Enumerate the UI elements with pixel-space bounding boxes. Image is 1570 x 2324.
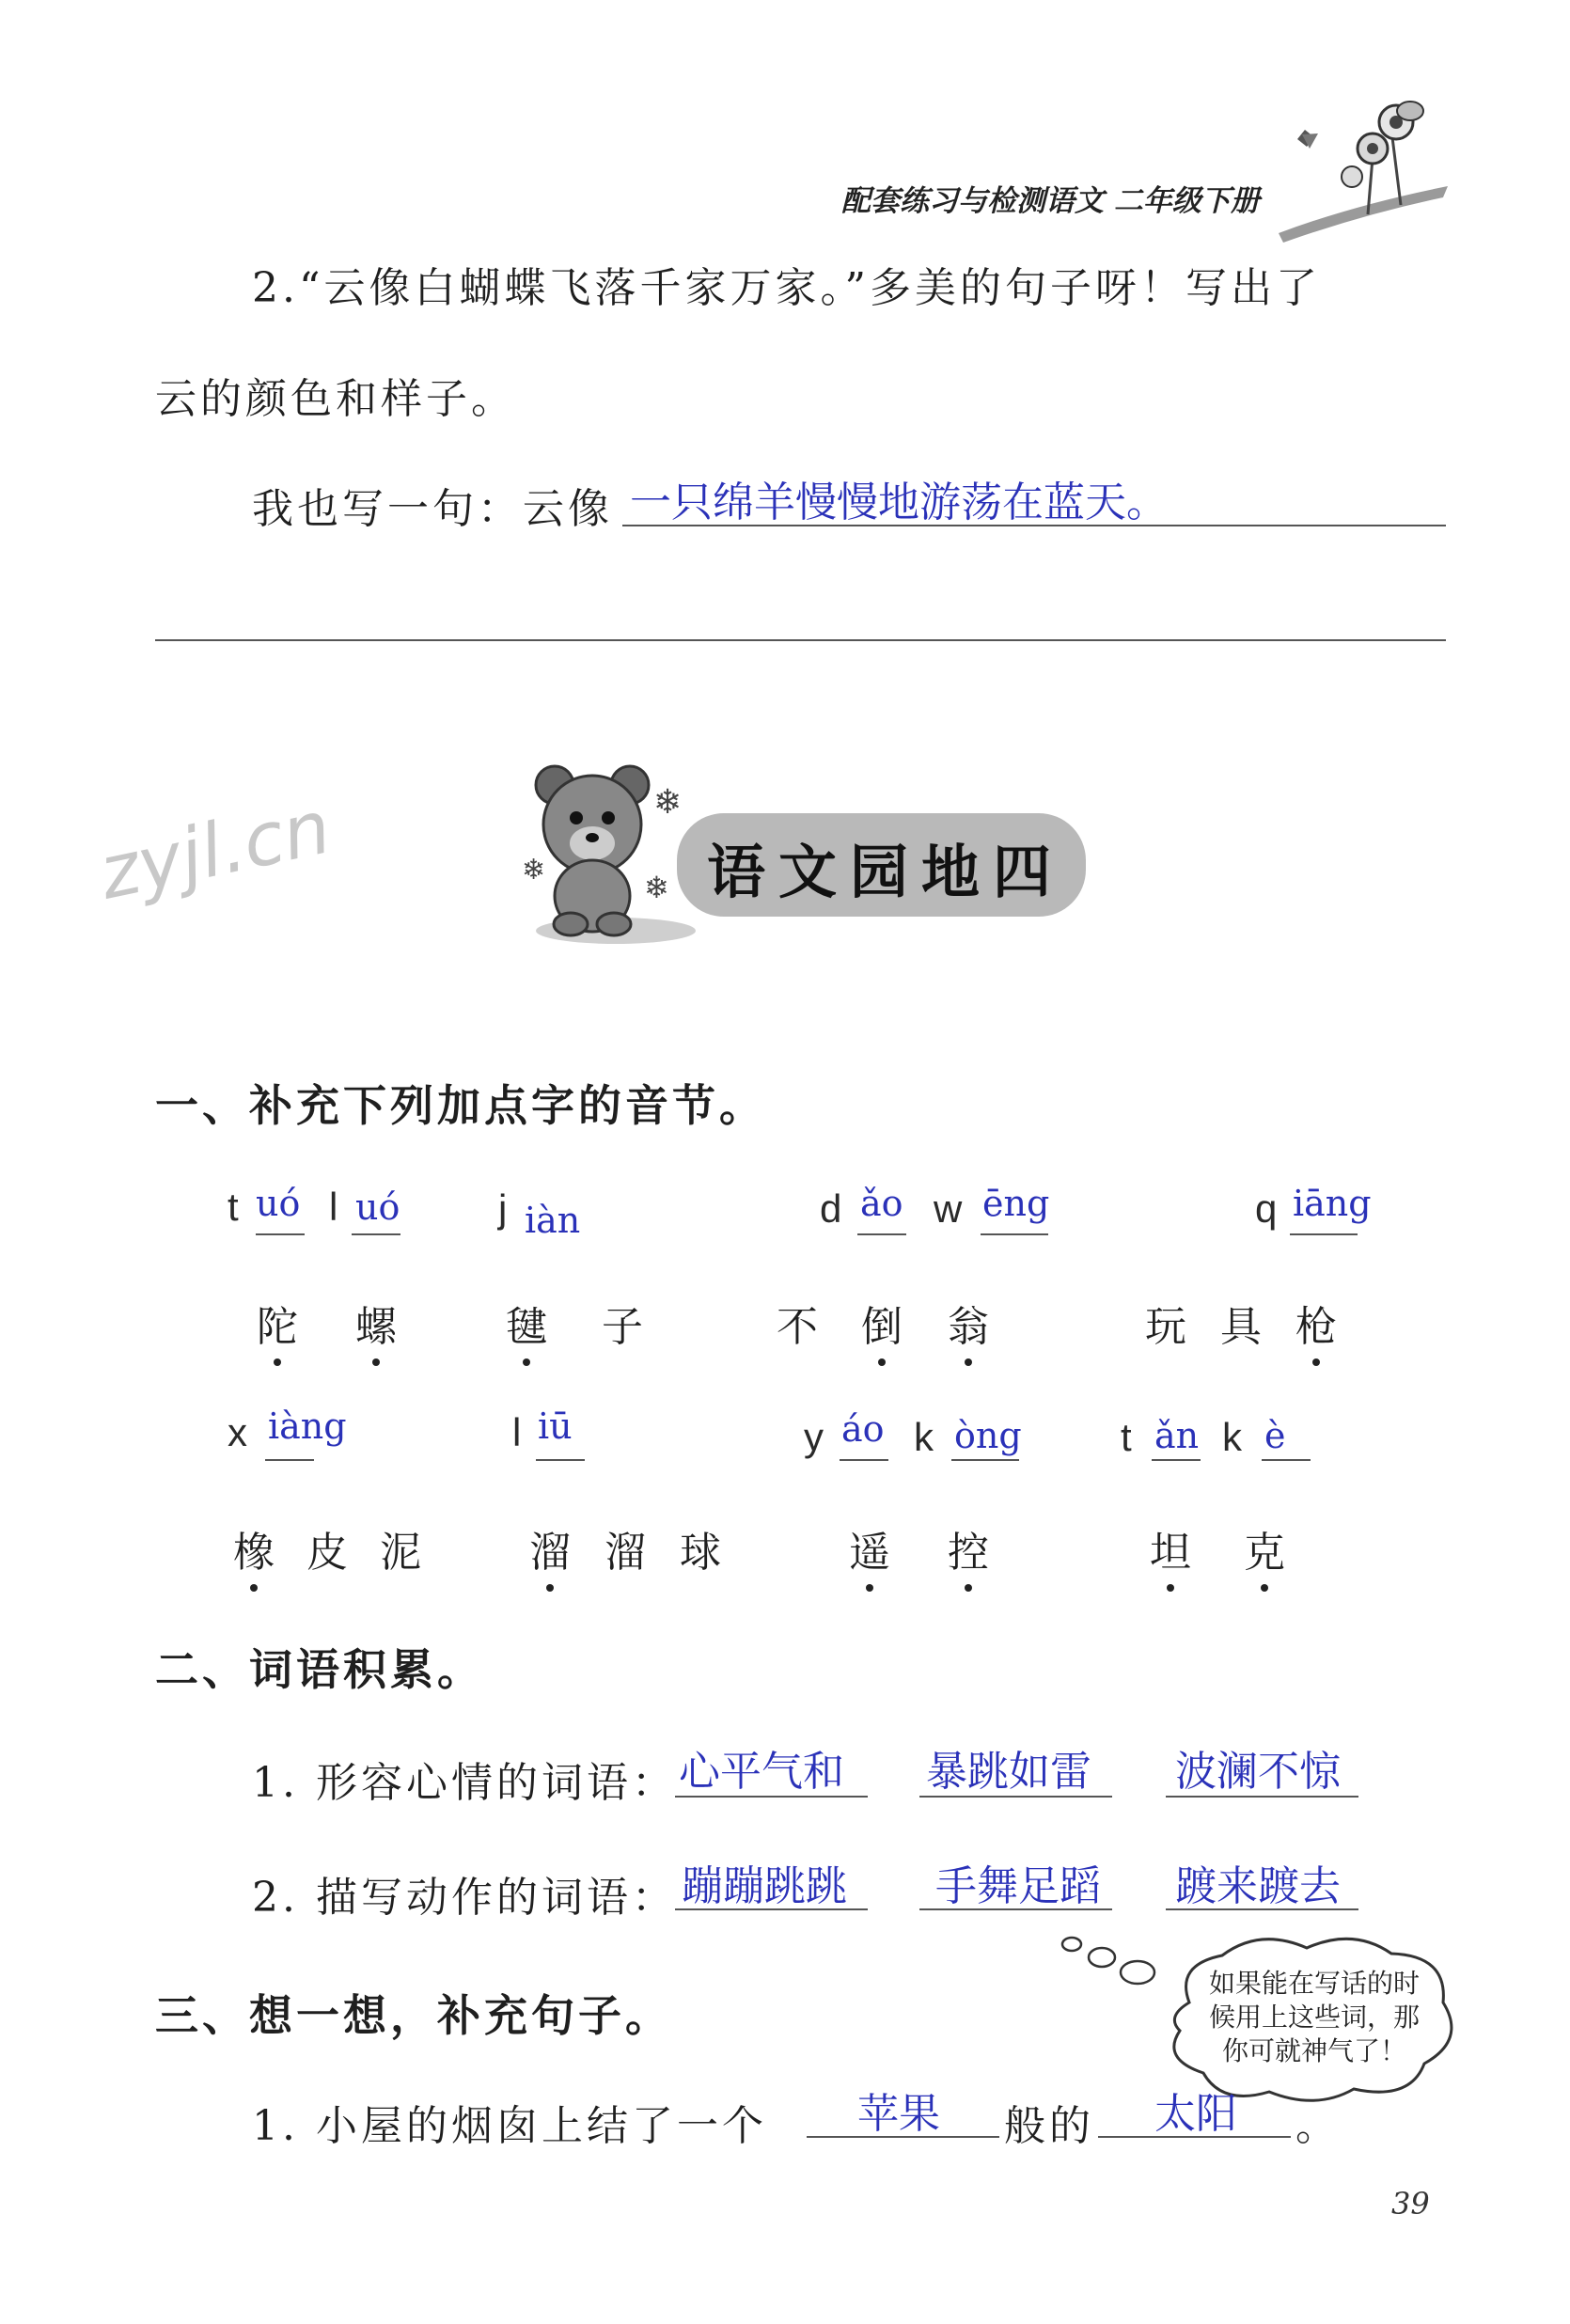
py-initial: k — [1222, 1415, 1242, 1459]
answer-underline — [919, 1796, 1112, 1798]
q2-answer: 一只绵羊慢慢地游荡在蓝天。 — [630, 479, 1168, 526]
word-char: 毽 — [506, 1303, 547, 1351]
word-char: 泥 — [380, 1529, 421, 1577]
q2-answer-underline — [622, 525, 1446, 526]
answer-underline — [675, 1796, 868, 1798]
part2-item1-answer: 波澜不惊 — [1175, 1748, 1341, 1796]
part2-item1-answer: 暴跳如雷 — [926, 1748, 1091, 1796]
part3-item1-text: 般的 — [1004, 2102, 1094, 2150]
part2-item2-answer: 蹦蹦跳跳 — [682, 1862, 847, 1910]
emphasis-dot — [250, 1584, 258, 1592]
page-number: 39 — [1391, 2186, 1430, 2222]
py-answer: iāng — [1293, 1183, 1372, 1224]
emphasis-dot — [965, 1584, 972, 1592]
answer-underline — [1166, 1796, 1358, 1798]
q2-prompt: 我也写一句：云像 — [252, 485, 613, 533]
part3-item1-end: 。 — [1295, 2102, 1341, 2150]
emphasis-dot — [866, 1584, 873, 1592]
py-initial: t — [228, 1185, 239, 1229]
py-underline — [1262, 1459, 1311, 1461]
emphasis-dot — [523, 1358, 530, 1366]
py-underline — [265, 1459, 314, 1461]
word-char: 玩 — [1145, 1303, 1186, 1351]
py-answer: uó — [256, 1183, 301, 1224]
part2-item1-label: 1. 形容心情的词语： — [252, 1759, 677, 1807]
word-char: 子 — [602, 1303, 643, 1351]
answer-underline — [675, 1908, 868, 1910]
word-char: 陀 — [257, 1303, 298, 1351]
py-underline — [951, 1459, 1019, 1461]
word-char: 球 — [680, 1529, 721, 1577]
bubble-line: 你可就神气了！ — [1221, 2035, 1406, 2066]
py-initial: d — [820, 1186, 842, 1231]
part3-item1-answer2: 太阳 — [1154, 2090, 1237, 2138]
flower-bee-decoration-icon — [1260, 92, 1457, 243]
word-char: 枪 — [1295, 1303, 1337, 1351]
section-title: 语文园地四 — [707, 838, 1065, 906]
py-answer: iàng — [268, 1405, 347, 1447]
py-answer: ēng — [982, 1183, 1050, 1224]
word-char: 螺 — [355, 1303, 397, 1351]
py-answer: uó — [355, 1186, 400, 1228]
part3-heading: 三、想一想，补充句子。 — [155, 1990, 672, 2041]
py-initial: k — [914, 1415, 934, 1459]
emphasis-dot — [878, 1358, 886, 1366]
word-char: 控 — [948, 1529, 989, 1577]
answer-underline — [807, 2136, 999, 2138]
answer-underline — [1098, 2136, 1291, 2138]
py-underline — [1152, 1459, 1201, 1461]
emphasis-dot — [546, 1584, 554, 1592]
word-char: 克 — [1244, 1529, 1285, 1577]
part3-item1-answer1: 苹果 — [857, 2090, 940, 2138]
py-initial: q — [1255, 1186, 1278, 1231]
q2-line2: 云的颜色和样子。 — [155, 375, 516, 423]
emphasis-dot — [965, 1358, 972, 1366]
svg-text:❄: ❄ — [653, 783, 683, 822]
py-initial: t — [1121, 1415, 1132, 1459]
word-char: 坦 — [1150, 1529, 1191, 1577]
part2-item2-label: 2. 描写动作的词语： — [252, 1874, 677, 1922]
answer-underline — [1166, 1908, 1358, 1910]
emphasis-dot — [372, 1358, 380, 1366]
part2-item2-answer: 踱来踱去 — [1175, 1862, 1341, 1910]
py-answer: è — [1264, 1415, 1286, 1456]
part2-item1-answer: 心平气和 — [679, 1748, 844, 1796]
word-char: 不 — [777, 1303, 818, 1351]
emphasis-dot — [1312, 1358, 1320, 1366]
py-underline — [840, 1459, 888, 1461]
py-answer: iàn — [525, 1200, 581, 1241]
svg-text:❄: ❄ — [522, 854, 546, 887]
word-char: 溜 — [604, 1529, 646, 1577]
word-char: 皮 — [306, 1529, 348, 1577]
py-initial: j — [498, 1186, 508, 1231]
svg-text:❄: ❄ — [644, 870, 669, 905]
py-underline — [256, 1233, 305, 1235]
py-initial: l — [512, 1410, 522, 1454]
py-initial: y — [804, 1415, 824, 1459]
py-answer: òng — [954, 1415, 1022, 1456]
watermark: zyjl.cn — [92, 785, 338, 917]
word-char: 具 — [1220, 1303, 1262, 1351]
part2-item2-answer: 手舞足蹈 — [935, 1862, 1101, 1910]
answer-underline — [919, 1908, 1112, 1910]
py-underline — [536, 1459, 585, 1461]
word-char: 溜 — [529, 1529, 571, 1577]
word-char: 倒 — [861, 1303, 903, 1351]
teddy-bear-icon — [512, 757, 700, 945]
emphasis-dot — [1261, 1584, 1268, 1592]
part1-heading: 一、补充下列加点字的音节。 — [155, 1080, 766, 1131]
bubble-line: 如果能在写话的时 — [1208, 1968, 1420, 1999]
part3-item1-text: 1. 小屋的烟囱上结了一个 — [252, 2102, 767, 2150]
py-underline — [352, 1233, 400, 1235]
bubble-line: 候用上这些词，那 — [1208, 2002, 1420, 2033]
py-answer: ǎn — [1154, 1415, 1200, 1456]
py-initial: l — [329, 1185, 338, 1229]
py-answer: ǎo — [860, 1183, 903, 1224]
q2-blank-line — [155, 639, 1446, 641]
py-underline — [1290, 1233, 1358, 1235]
emphasis-dot — [1167, 1584, 1174, 1592]
word-char: 橡 — [233, 1529, 275, 1577]
py-initial: w — [934, 1186, 963, 1231]
py-underline — [981, 1233, 1048, 1235]
part2-heading: 二、词语积累。 — [155, 1644, 484, 1695]
word-char: 翁 — [948, 1303, 989, 1351]
py-answer: iū — [538, 1405, 573, 1447]
book-title: 配套练习与检测语文 二年级下册 — [841, 184, 1260, 218]
py-answer: áo — [841, 1408, 885, 1450]
py-underline — [857, 1233, 906, 1235]
emphasis-dot — [274, 1358, 281, 1366]
word-char: 遥 — [849, 1529, 890, 1577]
py-initial: x — [228, 1410, 247, 1454]
bubble-text — [1186, 1967, 1442, 2068]
q2-line1: 2.“云像白蝴蝶飞落千家万家。”多美的句子呀！写出了 — [252, 264, 1321, 312]
